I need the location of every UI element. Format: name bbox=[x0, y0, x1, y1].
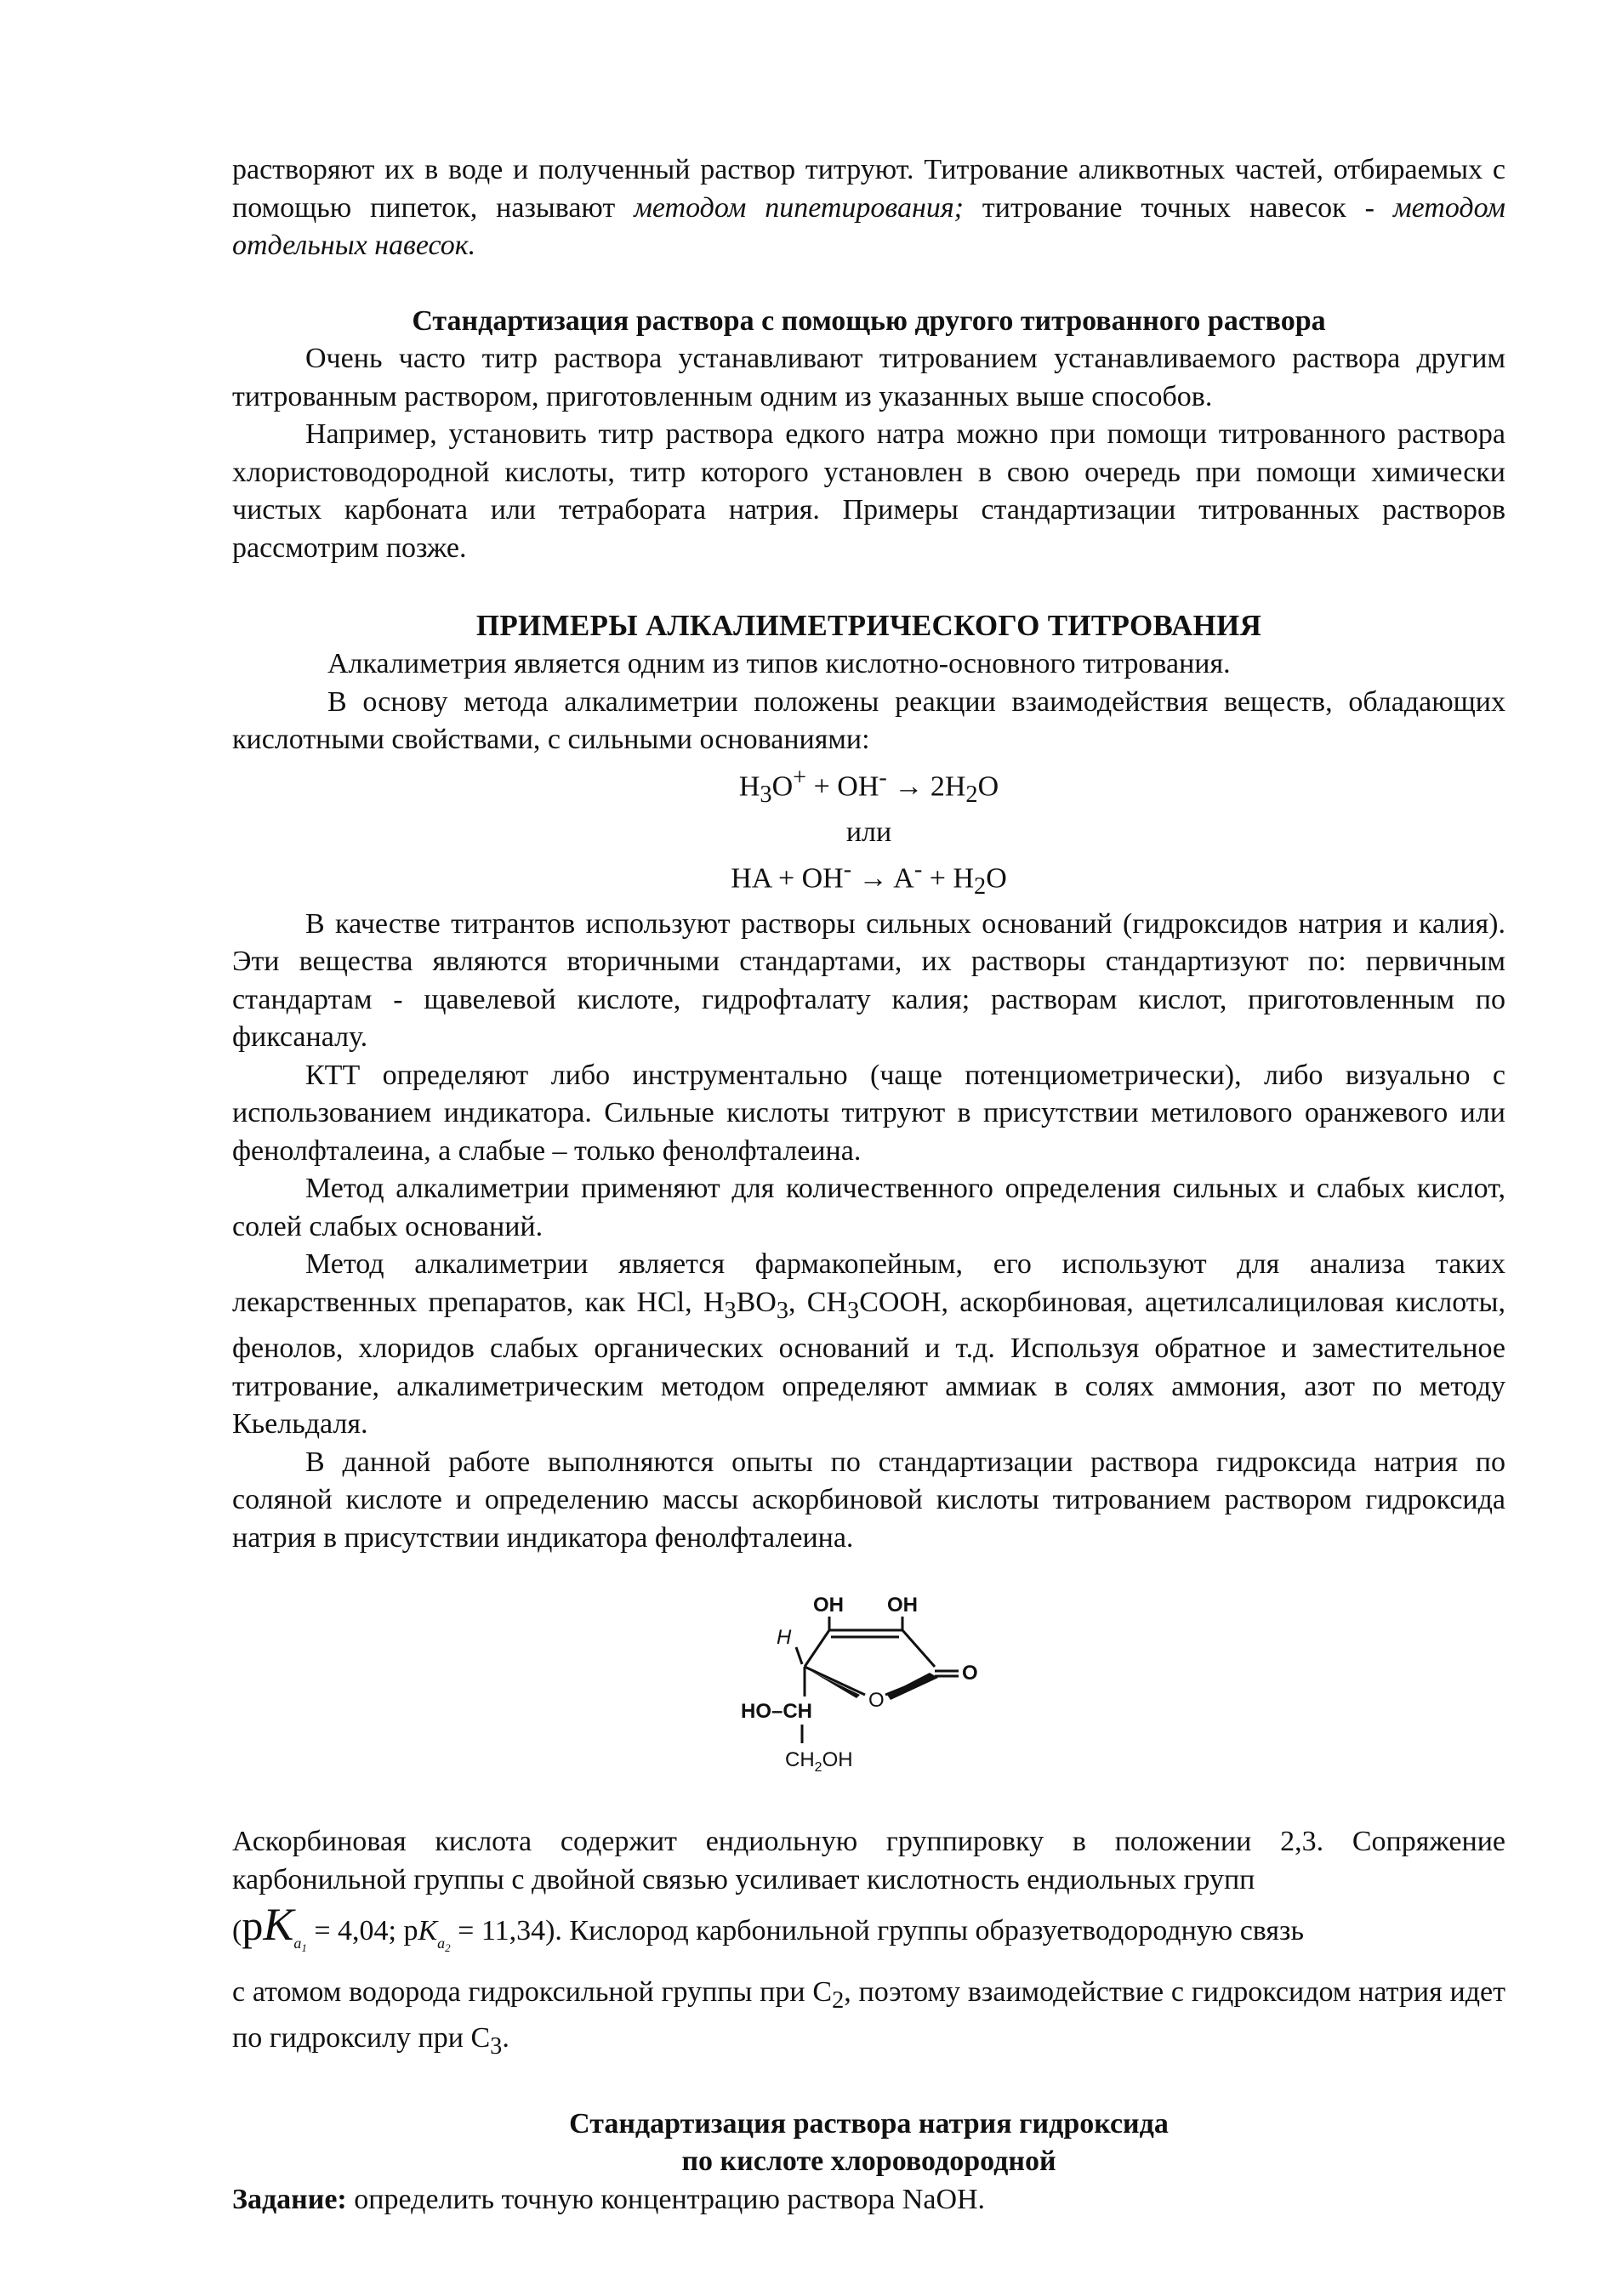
ascorbic-paragraph-pk: ($pK_{a_1} = 4,04$; $pK_{a_2} = 11,34$). Кислород карбонильной группы образуетводородную связь bbox=[232, 1899, 1304, 1955]
paragraph: В основу метода алкалиметрии положены реакции взаимодействия веществ, обладающих кислотными свойствами, с сильными основаниями: bbox=[232, 685, 1505, 755]
task-label: Задание: bbox=[232, 2183, 347, 2215]
ascorbic-paragraph-1: Аскорбиновая кислота содержит ендиольную группировку в положении 2,3. Сопряжение карбонильной группы с двойной связью усиливает кислотность ендиольных групп bbox=[232, 1826, 1505, 1895]
paragraph: Очень часто титр раствора устанавливают титрованием устанавливаемого раствора другим титрованным раствором, приготовленным одним из указанных выше способов. bbox=[232, 343, 1505, 412]
equation-or: или bbox=[845, 816, 892, 848]
structure-label-ho-ch: HO–CH bbox=[741, 1700, 813, 1724]
paragraph: Метод алкалиметрии применяют для количественного определения сильных и слабых кислот, солей слабых оснований. bbox=[232, 1173, 1505, 1242]
paragraph: Метод алкалиметрии является фармакопейным, его используют для анализа таких лекарственных препаратов, как HCl, $H_3BO_3$, $CH_3COOH$, аскорбиновая, ацетилсалициловая кислоты, фенолов, хлоридов слабых органических оснований и т.д. Используя обратное и заместительное титрование, алкалиметрическим методом определяют аммиак в солях аммония, азот по методу Кьельдаля. bbox=[232, 1248, 1505, 1441]
intro-term-pipetting: методом пипетирования; bbox=[634, 191, 964, 224]
equation-2: HA + $OH^- \to A^- + H_2O$ bbox=[731, 855, 1007, 900]
intro-text: растворяют их в воде и полученный раствор титруют. Титрование аликвотных частей, отбираемых с помощью пипеток, называют bbox=[232, 154, 1505, 224]
structure-drawing bbox=[741, 1586, 987, 1803]
structure-label-ring-o: O bbox=[868, 1689, 885, 1713]
intro-term-weighings: методом отдельных навесок. bbox=[232, 191, 1506, 261]
structure-label-h: H bbox=[777, 1626, 792, 1650]
structure-label-oh2: OH bbox=[887, 1594, 918, 1617]
intro-paragraph bbox=[232, 151, 1505, 265]
paragraph: Алкалиметрия является одним из типов кислотно-основного титрования. bbox=[327, 648, 1231, 679]
equation-1: $H_3O^+ + OH^- \to 2H_2O$ bbox=[738, 764, 999, 808]
intro-text-2: титрование точных навесок - bbox=[963, 191, 1393, 224]
paragraph: Например, установить титр раствора едкого натра можно при помощи титрованного раствора хлористоводородной кислоты, титр которого установлен в свою очередь при помощи химически чистых карбоната или тетрабората натрия. Примеры стандартизации титрованных растворов рассмотрим позже. bbox=[232, 418, 1505, 564]
task-paragraph bbox=[232, 2181, 1505, 2219]
task-text: определить точную концентрацию раствора NaOH. bbox=[346, 2183, 986, 2215]
structure-label-oh1: OH bbox=[813, 1594, 844, 1617]
section-heading-alkalimetry: ПРИМЕРЫ АЛКАЛИМЕТРИЧЕСКОГО ТИТРОВАНИЯ bbox=[475, 609, 1262, 642]
structure-label-carbonyl-o: O bbox=[962, 1662, 978, 1685]
ascorbic-acid-structure bbox=[232, 1586, 1505, 1803]
section-heading-naoh: Стандартизация раствора натрия гидроксида bbox=[569, 2107, 1169, 2140]
section-subheading-naoh: по кислоте хлороводородной bbox=[681, 2145, 1056, 2178]
section-heading-standardization: Стандартизация раствора с помощью другого титрованного раствора bbox=[412, 304, 1326, 337]
document-page bbox=[232, 151, 1505, 2219]
paragraph: В данной работе выполняются опыты по стандартизации раствора гидроксида натрия по соляной кислоте и определению массы аскорбиновой кислоты титрованием раствором гидроксида натрия в присутствии индикатора фенолфталеина. bbox=[232, 1446, 1505, 1554]
paragraph: В качестве титрантов используют растворы сильных оснований (гидроксидов натрия и калия). Эти вещества являются вторичными стандартами, их растворы стандартизуют по: первичным стандартам - щавелевой кислоте, гидрофталату калия; растворам кислот, приготовленным по фиксаналу. bbox=[232, 907, 1505, 1054]
structure-label-ch2oh: $CH_2OH$ bbox=[785, 1748, 853, 1776]
paragraph: КТТ определяют либо инструментально (чаще потенциометрически), либо визуально с использованием индикатора. Сильные кислоты титруют в присутствии метилового оранжевого или фенолфталеина, а слабые – только фенолфталеина. bbox=[232, 1059, 1505, 1167]
ascorbic-paragraph-3: с атомом водорода гидроксильной группы при $C_2$, поэтому взаимодействие с гидроксидом натрия идет по гидроксилу при $C_3$. bbox=[232, 1976, 1506, 2060]
